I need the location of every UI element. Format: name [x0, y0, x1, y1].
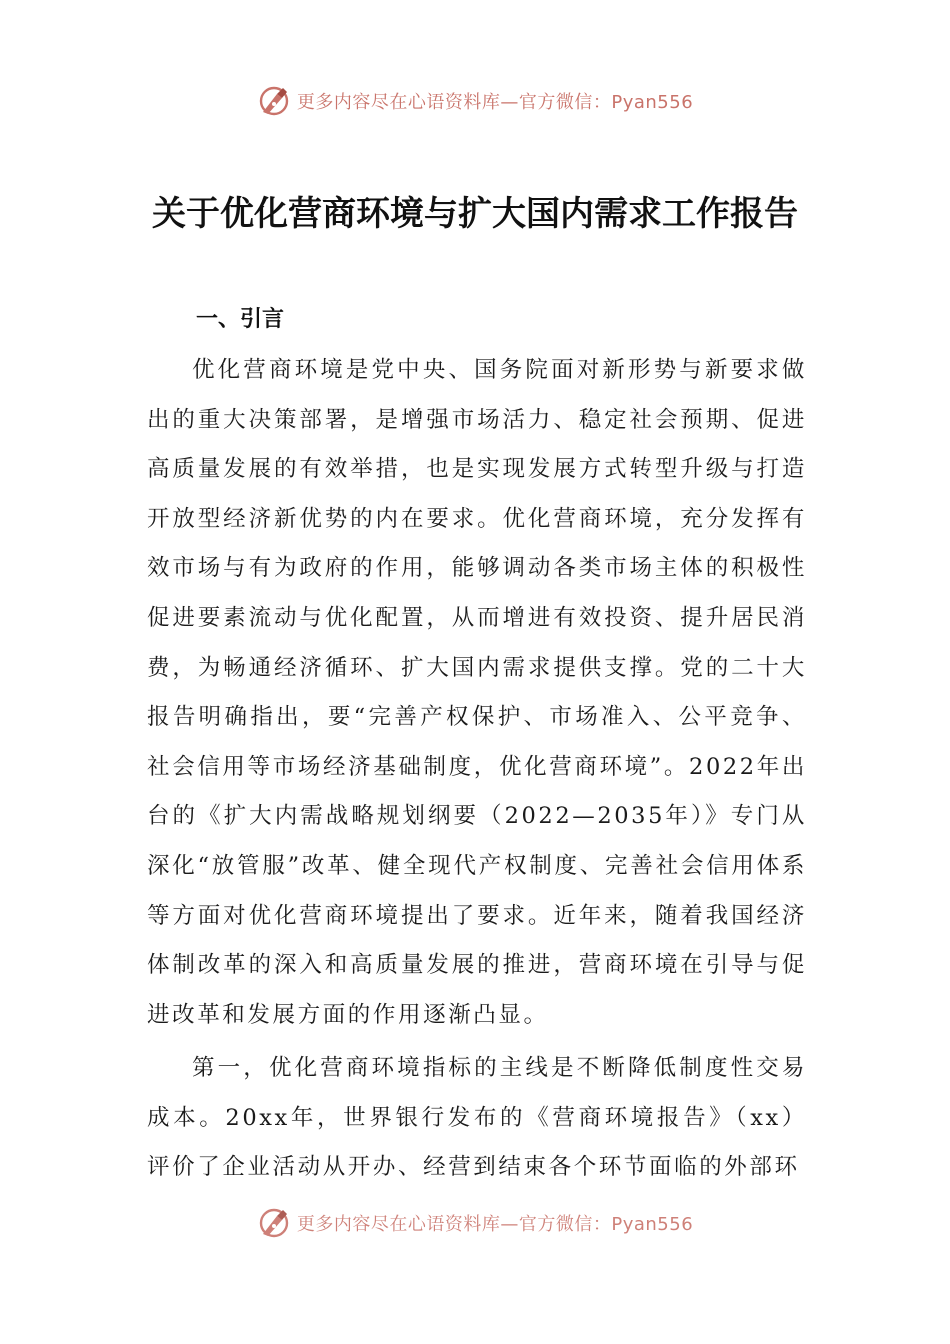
- watermark-text: 更多内容尽在心语资料库—官方微信：Pyan556: [296, 1214, 694, 1235]
- watermark-text: 更多内容尽在心语资料库—官方微信：Pyan556: [296, 92, 694, 113]
- paragraph-first-point: 第一，优化营商环境指标的主线是不断降低制度性交易成本。20xx年，世界银行发布的《营商环境报告》（xx）评价了企业活动从开办、经营到结束各个环节面临的外部环: [147, 1055, 807, 1181]
- watermark-footer: [0, 1206, 950, 1240]
- pen-nib-logo-icon: [257, 1206, 291, 1240]
- pen-nib-logo-icon: [257, 84, 291, 118]
- watermark-header: [0, 84, 950, 118]
- paragraph-introduction: 优化营商环境是党中央、国务院面对新形势与新要求做出的重大决策部署，是增强市场活力、稳定社会预期、促进高质量发展的有效举措，也是实现发展方式转型升级与打造开放型经济新优势的内在要求。优化营商环境，充分发挥有效市场与有为政府的作用，能够调动各类市场主体的积极性促进要素流动与优化配置，从而增进有效投资、提升居民消费，为畅通经济循环、扩大国内需求提供支撑。党的二十大报告明确指出，要“完善产权保护、市场准入、公平竞争、社会信用等市场经济基础制度，优化营商环境”。2022年出台的《扩大内需战略规划纲要（2022—2035年）》专门从深化“放管服”改革、健全现代产权制度、完善社会信用体系等方面对优化营商环境提出了要求。近年来，随着我国经济体制改革的深入和高质量发展的推进，营商环境在引导与促进改革和发展方面的作用逐渐凸显。: [147, 357, 807, 1028]
- section-heading-introduction: 一、引言: [196, 307, 285, 332]
- document-title: 关于优化营商环境与扩大国内需求工作报告: [152, 194, 798, 234]
